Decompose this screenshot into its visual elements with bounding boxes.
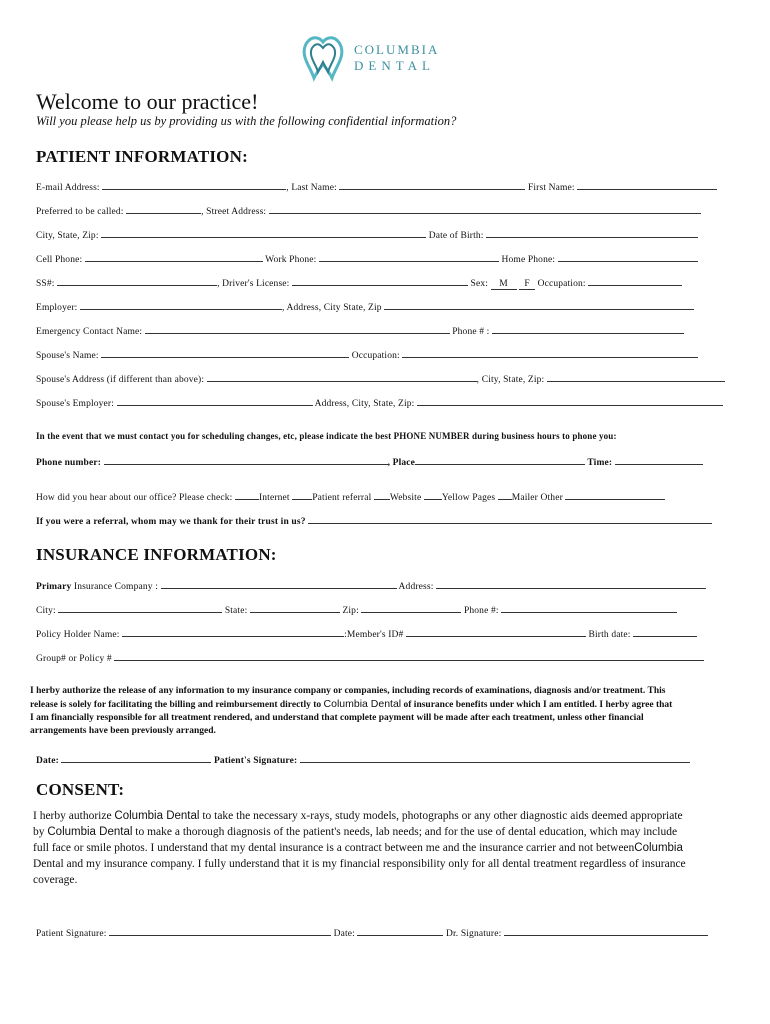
spouse-name-field[interactable] [101,348,349,358]
email-row [36,180,717,193]
consent-line2: by Columbia Dental to make a thorough diagnosis of the patient's needs, lab needs; and for the use of dental education, which may include [33,826,678,838]
street-label: , Street Address: [201,207,267,217]
dr-signature-field[interactable] [504,926,708,936]
last-name-label: , Last Name: [286,183,337,193]
contact-time-field[interactable] [615,455,703,465]
email-field[interactable] [102,180,286,190]
spouse-employer-row [36,396,723,409]
spouse-occupation-label: Occupation: [351,351,400,361]
referral-thanks-field[interactable] [308,514,712,524]
ss-label: SS#: [36,279,55,289]
home-field[interactable] [558,252,698,262]
spouse-employer-address-field[interactable] [417,396,723,406]
insurance-state-field[interactable] [250,603,340,613]
page-title: Welcome to our practice! [36,89,259,114]
insurance-company-label: Insurance Company : [73,582,158,592]
logo-line1: COLUMBIA [354,42,440,57]
occupation-field[interactable] [588,276,682,286]
contact-time-label: Time: [587,458,613,468]
sex-female-option[interactable]: F [519,279,535,290]
referral-option-mailer: Mailer [511,493,538,503]
consent-text [33,808,758,888]
consent-line4: Dental and my insurance company. I fully understand that it is my financial responsibility only for all dental treatment regardless of insurance [33,858,686,870]
insurance-zip-label: Zip: [342,606,359,616]
contact-row [36,455,703,468]
referral-thanks-label: If you were a referral, whom may we thank for their trust in us? [36,517,306,527]
spouse-employer-field[interactable] [117,396,313,406]
spouse-city-label: , City, State, Zip: [476,375,545,385]
spouse-address-label: Spouse's Address (if different than above): [36,375,205,385]
referral-option-yellow: Yellow Pages [441,493,496,503]
consent-sign-row [36,926,708,939]
group-label: Group# or Policy # [36,654,112,664]
policy-holder-field[interactable] [122,627,344,637]
spouse-name-row [36,348,698,361]
referral-thanks-row [36,514,712,527]
group-field[interactable] [114,651,704,661]
referral-internet-check[interactable] [235,490,259,500]
consent-date-label: Date: [333,929,355,939]
emergency-row [36,324,684,337]
ss-field[interactable] [57,276,217,286]
page-subtitle: Will you please help us by providing us with the following confidential information? [36,114,457,128]
emergency-phone-field[interactable] [492,324,684,334]
spouse-address-row [36,372,725,385]
occupation-label: Occupation: [537,279,586,289]
authorization-line4: arrangements have been previously arranged. [30,726,216,736]
insurance-phone-label: Phone #: [463,606,499,616]
referral-option-internet: Internet [258,493,290,503]
referral-option-other: Other [540,493,563,503]
birth-date-label: Birth date: [588,630,631,640]
consent-date-field[interactable] [357,926,443,936]
city-field[interactable] [101,228,426,238]
cell-label: Cell Phone: [36,255,83,265]
authorization-line2: release is solely for facilitating the billing and reimbursement directly to Columbia Dental of insurance benefits under which I am entitled. I herby agree that [30,698,673,710]
first-name-field[interactable] [577,180,717,190]
tooth-logo-icon [298,34,348,82]
member-id-field[interactable] [406,627,586,637]
referral-option-patient: Patient referral [312,493,372,503]
auth-signature-field[interactable] [300,753,690,763]
sex-label: Sex: [470,279,489,289]
referral-other-field[interactable] [565,490,665,500]
insurance-address-label: Address: [398,582,434,592]
license-field[interactable] [292,276,468,286]
employer-field[interactable] [80,300,282,310]
patient-signature-field[interactable] [109,926,331,936]
authorization-line1: I herby authorize the release of any information to my insurance company or companies, including records of examinations, diagnosis and/or treatment. This [30,686,666,696]
birth-date-field[interactable] [633,627,697,637]
auth-signature-label: Patient's Signature: [213,756,298,766]
insurance-address-field[interactable] [436,579,706,589]
consent-line3: full face or smile photos. I understand that my dental insurance is a contract between me and the insurance carrier and not betweenColumbia [33,842,683,854]
policy-holder-row [36,627,697,640]
authorization-sign-row [36,753,690,766]
member-id-label: :Member's ID# [344,630,404,640]
spouse-city-field[interactable] [547,372,725,382]
contact-place-label: , Place [387,458,415,468]
emergency-field[interactable] [145,324,450,334]
referral-row [36,490,665,503]
logo-line2: DENTAL [354,58,435,73]
policy-holder-label: Policy Holder Name: [36,630,120,640]
preferred-field[interactable] [126,204,201,214]
insurance-state-label: State: [224,606,248,616]
dob-field[interactable] [486,228,698,238]
referral-mailer-check[interactable] [498,490,512,500]
referral-question: How did you hear about our office? Please check: [36,493,233,503]
insurance-company-field[interactable] [161,579,397,589]
authorization-text [30,685,760,738]
primary-label: Primary [36,582,72,592]
dr-signature-label: Dr. Signature: [445,929,502,939]
contact-phone-field[interactable] [104,455,388,465]
license-label: , Driver's License: [217,279,290,289]
spouse-name-label: Spouse's Name: [36,351,99,361]
patient-info-heading: PATIENT INFORMATION: [36,147,248,166]
work-field[interactable] [319,252,499,262]
group-row [36,651,704,664]
logo [298,34,448,84]
contact-phone-label: Phone number: [36,458,102,468]
referral-option-website: Website [389,493,422,503]
insurance-zip-field[interactable] [361,603,461,613]
first-name-label: First Name: [527,183,575,193]
authorization-line3: I am financially responsible for all treatment rendered, and understand that complete payment will be made after each treatment, unless other financial [30,713,644,723]
spouse-employer-label: Spouse's Employer: [36,399,115,409]
patient-signature-label: Patient Signature: [36,929,107,939]
employer-address-field[interactable] [384,300,694,310]
consent-heading: CONSENT: [36,780,125,799]
insurance-city-field[interactable] [58,603,222,613]
last-name-field[interactable] [339,180,525,190]
spouse-occupation-field[interactable] [402,348,698,358]
referral-patient-check[interactable] [292,490,312,500]
email-label: E-mail Address: [36,183,100,193]
contact-place-field[interactable] [415,455,585,465]
emergency-phone-label: Phone # : [452,327,490,337]
auth-date-field[interactable] [61,753,211,763]
referral-website-check[interactable] [374,490,390,500]
preferred-label: Preferred to be called: [36,207,124,217]
city-row [36,228,698,241]
auth-date-label: Date: [36,756,59,766]
dob-label: Date of Birth: [428,231,484,241]
cell-field[interactable] [85,252,263,262]
street-field[interactable] [269,204,701,214]
insurance-city-row [36,603,677,616]
insurance-heading: INSURANCE INFORMATION: [36,545,277,564]
phone-row [36,252,698,265]
ss-row [36,276,682,290]
sex-male-option[interactable]: M [491,279,517,290]
referral-yellow-check[interactable] [424,490,442,500]
contact-note: In the event that we must contact you for scheduling changes, etc, please indicate the best PHONE NUMBER during business hours to phone you: [36,431,617,441]
spouse-employer-address-label: Address, City, State, Zip: [314,399,415,409]
insurance-phone-field[interactable] [501,603,677,613]
insurance-company-row [36,579,706,592]
consent-line5: coverage. [33,874,78,886]
spouse-address-field[interactable] [207,372,477,382]
home-label: Home Phone: [501,255,556,265]
employer-label: Employer: [36,303,78,313]
work-label: Work Phone: [265,255,317,265]
preferred-row [36,204,701,217]
employer-row [36,300,694,313]
insurance-city-label: City: [36,606,56,616]
emergency-label: Emergency Contact Name: [36,327,143,337]
employer-address-label: , Address, City State, Zip [281,303,382,313]
consent-line1: I herby authorize Columbia Dental to take the necessary x-rays, study models, photographs or any other diagnostic aids deemed appropriate [33,810,683,822]
city-label: City, State, Zip: [36,231,99,241]
